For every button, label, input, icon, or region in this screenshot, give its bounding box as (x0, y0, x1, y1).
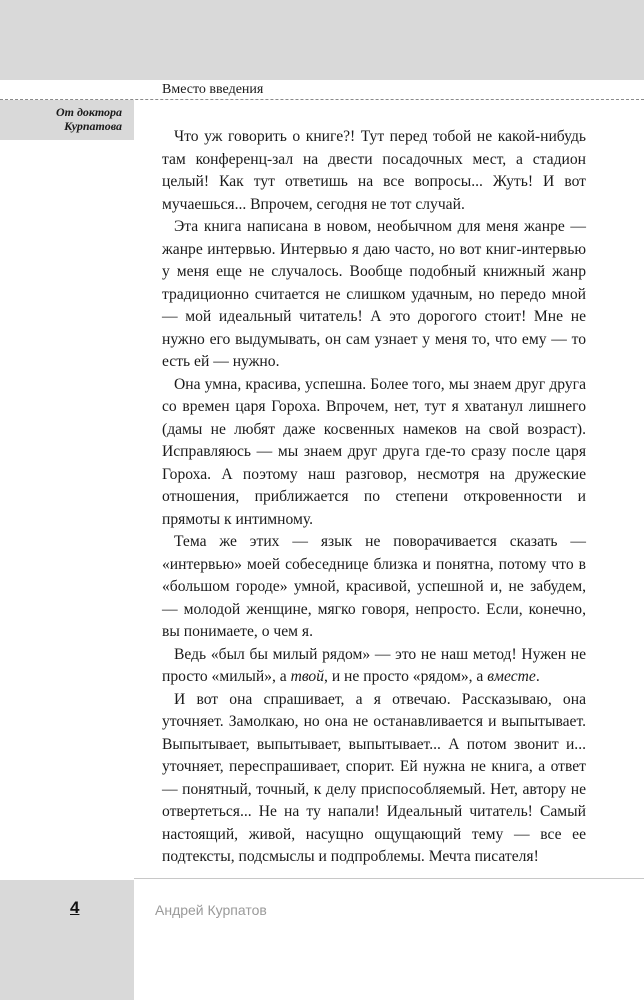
paragraph: И вот она спрашивает, а я отвечаю. Рассказываю, она уточняет. Замолкаю, но она не останавливается и выпытывает. Выпытывает, выпытывает, выпытывает... А потом звонит и... уточняет, переспрашивает, спорит. Ей нужна не книга, а ответ — понятный, точный, к делу приспособляемый. Нет, автору не отвертеться... Не на ту напали! Идеальный читатель! Самый настоящий, живой, насущно ощущающий тему — все ее подтексты, подсмыслы и подпроблемы. Мечта писателя! (162, 690, 586, 865)
chapter-tab (0, 100, 134, 140)
left-margin (0, 140, 134, 880)
running-header: Вместо введения (162, 82, 264, 97)
top-margin-band (0, 0, 644, 80)
footer-divider (134, 878, 644, 879)
paragraph-segment: . (535, 668, 540, 685)
paragraph: Она умна, красива, успешна. Более того, мы знаем друг друга со времен царя Гороха. Впрочем, нет, тут я хватанул лишнего (дамы не любят даже косвенных намеков на свой возраст). Исправляюсь — мы знаем друг друга где-то сразу после царя Гороха. А поэтому наш разговор, несмотря на дружеские отношения, приближается по степени откровенности и прямоты к интимному. (162, 375, 586, 528)
page-number: 4 (70, 898, 80, 917)
paragraph-segment: , и не просто «рядом», а (324, 668, 488, 685)
paragraph: Что уж говорить о книге?! Тут перед тобой не какой-нибудь там конференц-зал на двести посадочных мест, а стадион целый! Как тут ответишь на все вопросы... Жуть! И вот мучаешься... Впрочем, сегодня не тот случай. (162, 128, 586, 213)
paragraph: Тема же этих — язык не поворачивается сказать — «интервью» моей собеседнице близка и понятна, потому что в «большом городе» умной, красивой, успешной и, не забудем, — молодой женщине, мягко говоря, непросто. Если, конечно, вы понимаете, о чем я. (162, 533, 586, 640)
body-text (162, 126, 586, 869)
chapter-tab-line2: Курпатова (64, 119, 122, 133)
footer-margin-band (0, 880, 134, 1000)
paragraph (162, 644, 586, 689)
footer-author: Андрей Курпатов (155, 902, 267, 918)
paragraph: Эта книга написана в новом, необычном для меня жанре — жанре интервью. Интервью я даю часто, но вот книг-интервью у меня еще не случалось. Вообще подобный книжный жанр традиционно считается не слишком удачным, но передо мной — мой идеальный читатель! А это дорогого стоит! Мне не нужно его выдумывать, он сам узнает у меня то, что ему — то есть ей — нужно. (162, 218, 586, 370)
emphasis: вместе (487, 668, 536, 685)
chapter-tab-line1: От доктора (55, 105, 122, 119)
paragraph-segment: Ведь «был бы милый рядом» — это не наш метод! Нужен не просто «милый», а (162, 645, 586, 685)
emphasis: твой (290, 668, 325, 685)
